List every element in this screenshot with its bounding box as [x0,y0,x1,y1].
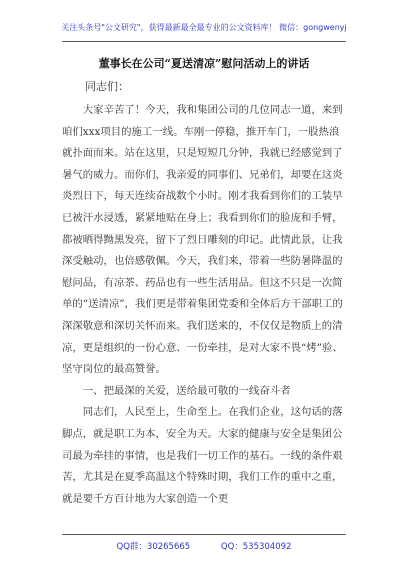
header-divider [62,41,346,42]
section-heading: 一、把最深的关爱，送给最可敬的一线奋斗者 [82,384,291,397]
footer-qq: QQ：535304092 [220,542,292,552]
salutation: 同志们： [85,80,129,93]
body-paragraph: 大家辛苦了！今天，我和集团公司的几位同志一道，来到咱们xxx项目的施工一线。车刚一停稳，推开车门，一股热浪就扑面而来。站在这里，只是短短几分钟，我就已经感觉到了暑气的威力。而你们，我亲爱的同事们、兄弟们，却要在这炎炎烈日下，每天连续奋战数个小时。刚才我看到你们的工装早已被汗水浸透，紧紧地贴在身上；我看到你们的脸庞和手臂，都被晒得黝黑发亮，留下了烈日雕刻的印记。此情此景，让我深受触动，也倍感敬佩。今天，我们来，带着一些防暑降温的慰问品，有凉茶、药品也有一些生活用品。但这不只是一次简单的“送清凉”，我们更是带着集团党委和全体后方干部职工的深深敬意和深切关怀而来。我们送来的，不仅仅是物质上的清凉，更是组织的一份心意、一份牵挂，是对大家不畏“烤”验、坚守岗位的最高赞誉。 [62,104,343,376]
header-banner: 关注头条号"公文研究"，获得最新最全最专业的公文资料库！ 微信：gongwenyj [61,23,347,32]
footer-qq-group: QQ群：30265665 [116,542,191,552]
footer [0,540,408,552]
body-paragraph: 同志们，人民至上，生命至上。在我们企业，这句话的落脚点，就是职工为本，安全为天。大家的健康与安全是集团公司最为牵挂的事情，也是我们一切工作的基石。一线的条件艰苦，尤其是在夏季高温这个特殊时期，我们工作的重中之重，就是要千方百计地为大家创造一个更 [62,406,343,505]
document-title: 董事长在公司“夏送清凉”慰问活动上的讲话 [98,57,310,70]
footer-divider [62,534,346,535]
document-body [62,100,348,510]
